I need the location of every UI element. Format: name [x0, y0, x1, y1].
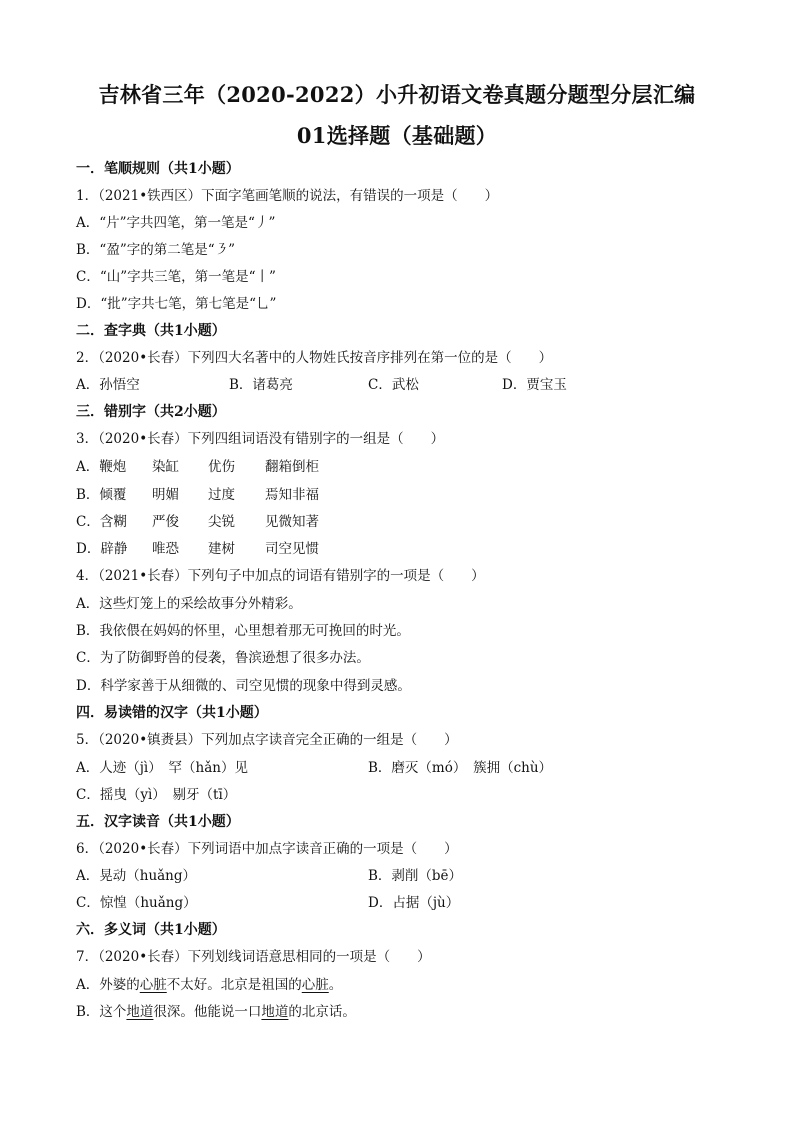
- q3-option-b-word1: B．倾覆: [76, 487, 127, 503]
- q1-option-c: C．“山”字共三笔，第一笔是“丨”: [76, 269, 276, 285]
- q3-option-a-word4: 翻箱倒柜: [265, 459, 319, 475]
- question-1: 1．（2021•铁西区）下面字笔画笔顺的说法，有错误的一项是（ ）: [76, 188, 499, 204]
- section-heading-3: 三．错别字（共2小题）: [76, 404, 226, 420]
- q3-option-d-word1: D．辟静: [76, 541, 128, 557]
- q3-option-a-word2: 染缸: [152, 459, 179, 475]
- q7-b-text-3: 的北京话。: [288, 1004, 356, 1020]
- q7-a-text-2: 不太好。北京是祖国的: [166, 977, 302, 993]
- q3-option-c-word4: 见微知著: [265, 514, 319, 530]
- question-2: 2．（2020•长春）下列四大名著中的人物姓氏按音序排列在第一位的是（ ）: [76, 350, 553, 366]
- q6-option-c: C．惊惶（huǎng）: [76, 895, 197, 911]
- q7-b-text-1: B．这个: [76, 1004, 127, 1020]
- page-title: 吉林省三年（2020-2022）小升初语文卷真题分题型分层汇编: [98, 82, 696, 107]
- q3-option-d-word4: 司空见惯: [265, 541, 319, 557]
- q7-option-b: [76, 1003, 356, 1021]
- q1-option-d: D．“批”字共七笔，第七笔是“乚”: [76, 296, 277, 312]
- question-7: 7．（2020•长春）下列划线词语意思相同的一项是（ ）: [76, 949, 431, 965]
- section-heading-5: 五．汉字读音（共1小题）: [76, 814, 240, 830]
- question-3: 3．（2020•长春）下列四组词语没有错别字的一组是（ ）: [76, 431, 445, 447]
- q3-option-c-word3: 尖锐: [208, 514, 235, 530]
- q6-option-d: D．占据（jù）: [368, 895, 460, 911]
- section-heading-2: 二．查字典（共1小题）: [76, 323, 226, 339]
- q3-option-a-word3: 优伤: [208, 459, 235, 475]
- q5-option-b: B．磨灭（mó） 簇拥（chù）: [368, 760, 553, 776]
- q2-option-b: B．诸葛亮: [229, 377, 293, 393]
- q1-option-a: A．“片”字共四笔，第一笔是“丿”: [76, 215, 276, 231]
- q5-option-c: C．摇曳（yì） 剔牙（tī）: [76, 787, 237, 803]
- q4-option-a: A．这些灯笼上的采绘故事分外精彩。: [76, 596, 302, 612]
- q2-option-a: A．孙悟空: [76, 377, 140, 393]
- q3-option-b-word2: 明媚: [152, 487, 179, 503]
- page-subtitle: 01选择题（基础题）: [296, 123, 498, 148]
- q6-option-a: A．晃动（huǎng）: [76, 868, 197, 884]
- q3-option-c-word2: 严俊: [152, 514, 179, 530]
- q7-option-a: [76, 976, 342, 994]
- section-heading-6: 六．多义词（共1小题）: [76, 922, 226, 938]
- q7-b-underlined-1: 地道: [126, 1004, 154, 1020]
- question-5: 5．（2020•镇赉县）下列加点字读音完全正确的一组是（ ）: [76, 732, 458, 748]
- question-4: 4．（2021•长春）下列句子中加点的词语有错别字的一项是（ ）: [76, 568, 485, 584]
- question-6: 6．（2020•长春）下列词语中加点字读音正确的一项是（ ）: [76, 841, 458, 857]
- section-heading-4: 四．易读错的汉字（共1小题）: [76, 705, 268, 721]
- q4-option-c: C．为了防御野兽的侵袭，鲁滨逊想了很多办法。: [76, 650, 370, 666]
- q1-option-b: B．“盈”字的第二笔是“㇋”: [76, 242, 236, 258]
- q7-a-underlined-2: 心脏: [301, 977, 329, 993]
- q3-option-d-word2: 唯恐: [152, 541, 179, 557]
- q7-b-text-2: 很深。他能说一口: [153, 1004, 262, 1020]
- q3-option-d-word3: 建树: [208, 541, 235, 557]
- section-heading-1: 一．笔顺规则（共1小题）: [76, 161, 240, 177]
- q7-a-underlined-1: 心脏: [139, 977, 167, 993]
- q7-a-text-1: A．外婆的: [76, 977, 140, 993]
- q3-option-b-word3: 过度: [208, 487, 235, 503]
- q2-option-d: D．贾宝玉: [502, 377, 567, 393]
- q6-option-b: B．剥削（bē）: [368, 868, 463, 884]
- q4-option-b: B．我依偎在妈妈的怀里，心里想着那无可挽回的时光。: [76, 623, 410, 639]
- q7-a-text-3: 。: [328, 977, 343, 993]
- q5-option-a: A．人迹（jì） 罕（hǎn）见: [76, 760, 248, 776]
- q3-option-b-word4: 焉知非福: [265, 487, 319, 503]
- q7-b-underlined-2: 地道: [261, 1004, 289, 1020]
- q4-option-d: D．科学家善于从细微的、司空见惯的现象中得到灵感。: [76, 678, 411, 694]
- q2-option-c: C．武松: [368, 377, 419, 393]
- q3-option-c-word1: C．含糊: [76, 514, 127, 530]
- q3-option-a-word1: A．鞭炮: [76, 459, 127, 475]
